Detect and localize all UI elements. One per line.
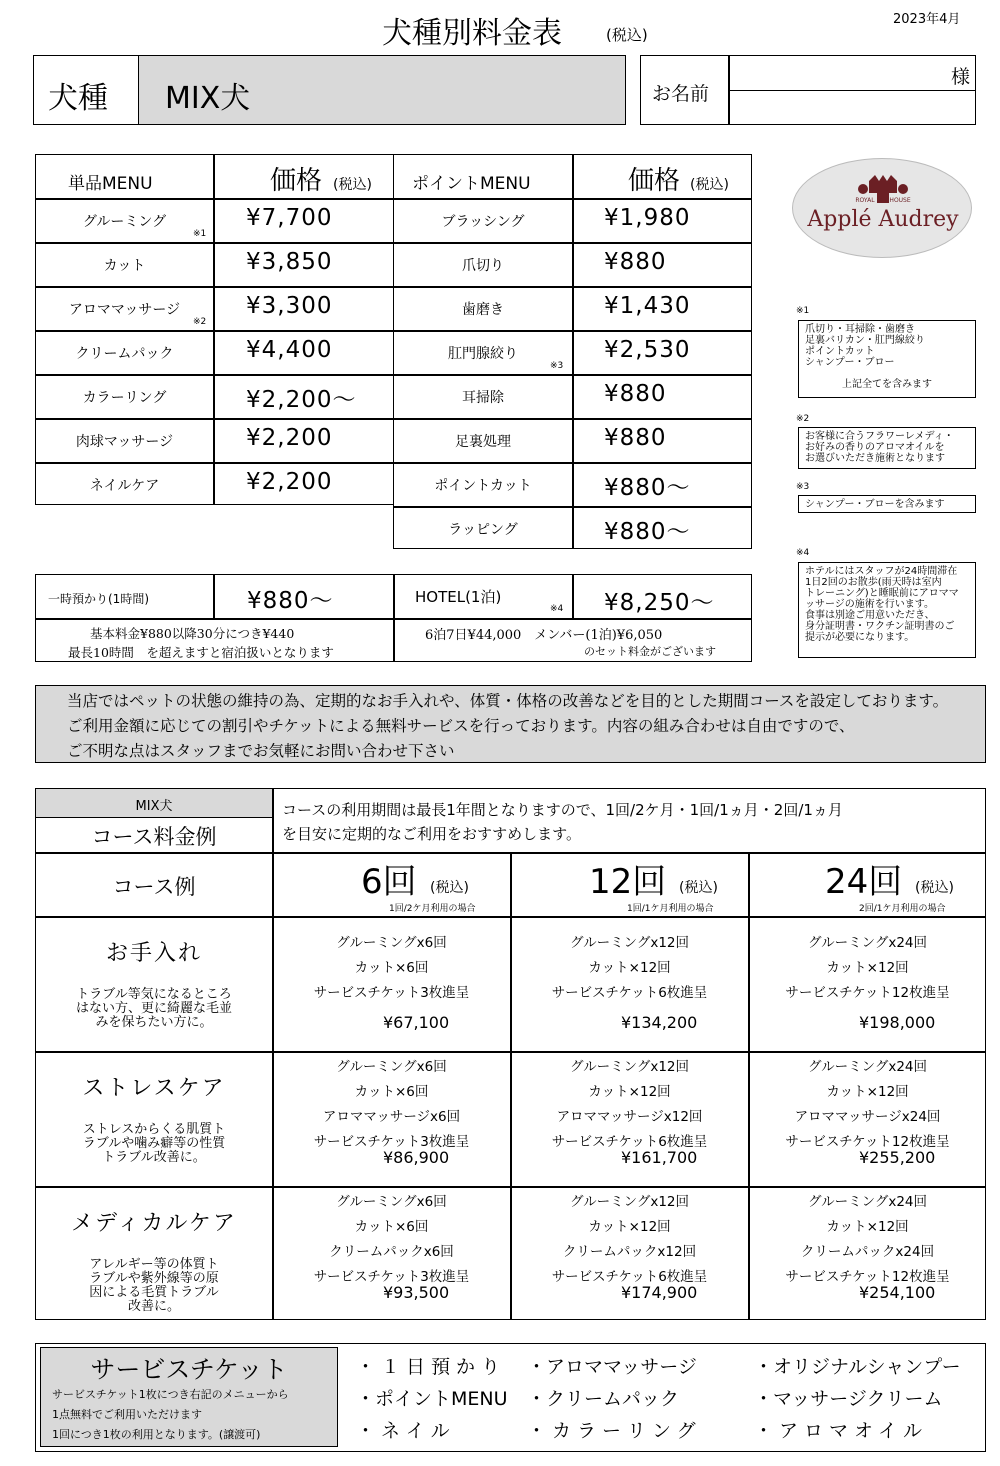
course-row-desc: ラブルや紫外線等の原 [89, 1271, 219, 1286]
course-cell-line: クリームパックx12回 [562, 1244, 697, 1260]
note-box [798, 562, 976, 658]
point-row-line [393, 374, 752, 376]
single-menu-item-price: ¥2,200 [246, 469, 333, 495]
note-line: お選びいただき施術となります [805, 453, 945, 464]
note-mark: ※4 [796, 548, 810, 558]
course-cell-line: カット×6回 [354, 960, 429, 976]
course-row-name: お手入れ [105, 941, 202, 966]
course-cell-line: カット×6回 [354, 1219, 429, 1235]
logo-name: Applé Audrey [807, 207, 959, 232]
ticket-desc-1: サービスチケット1枚につき右記のメニューから [52, 1388, 289, 1401]
course-desc-2: を目安に定期的なご利用をおすすめします。 [282, 825, 581, 843]
course-cell-price: ¥134,200 [621, 1013, 698, 1032]
daycare-line2: 最長10時間 を超えますと宿泊扱いとなります [68, 645, 334, 660]
single-menu-item-label: カラーリング [82, 390, 167, 406]
note-line: ッサージの施術を行います。 [805, 599, 934, 610]
course-count-tax: (税込) [915, 880, 954, 896]
breed-value: MIX犬 [165, 81, 251, 116]
course-count-tax: (税込) [430, 880, 469, 896]
point-menu-header: ポイントMENU [412, 174, 531, 194]
course-cell-line: サービスチケット3枚進呈 [313, 1134, 470, 1150]
hotel-line1: 6泊7日¥44,000 メンバー(1泊)¥6,050 [425, 628, 663, 643]
course-cell-line: サービスチケット3枚進呈 [313, 985, 470, 1001]
course-cell-price: ¥93,500 [383, 1283, 450, 1302]
course-cell-line: カット×12回 [588, 960, 671, 976]
note-line [805, 368, 969, 379]
single-menu-item-price: ¥2,200〜 [246, 387, 357, 413]
point-menu-item-price: ¥880〜 [604, 475, 691, 501]
menu-row-line [35, 418, 394, 420]
course-count: 12回 [589, 862, 667, 902]
note-line: 提示が必要になります。 [805, 632, 915, 643]
daycare-mid [393, 574, 395, 662]
course-cell-price: ¥67,100 [383, 1013, 450, 1032]
course-row-4 [35, 1186, 986, 1188]
point-menu-item-price: ¥880 [604, 249, 667, 275]
course-title: コース料金例 [91, 825, 217, 849]
course-cell-line: グルーミングx12回 [570, 935, 689, 951]
point-menu-item-label: 足裏処理 [455, 434, 511, 450]
course-cell-price: ¥198,000 [859, 1013, 936, 1032]
menu-row-line [35, 462, 394, 464]
breed-label: 犬種 [48, 81, 108, 116]
hotel-note: ※4 [550, 604, 564, 614]
point-menu-item-label: ポイントカット [434, 478, 532, 494]
course-cell-line: サービスチケット12枚進呈 [785, 1134, 950, 1150]
single-menu-item-note: ※1 [193, 229, 207, 239]
name-suffix[interactable]: 様 [951, 66, 971, 88]
daycare-label: 一時預かり(1時間) [48, 592, 149, 606]
course-cell-line: カット×12回 [826, 960, 909, 976]
course-row-name: ストレスケア [82, 1076, 226, 1101]
logo-top: ROYAL PET HOUSE [855, 197, 911, 204]
ticket-desc-2: 1点無料でご利用いただけます [52, 1408, 202, 1421]
course-cell-line: サービスチケット3枚進呈 [313, 1269, 470, 1285]
single-menu-item-note: ※2 [193, 317, 207, 327]
course-cell-line: グルーミングx12回 [570, 1194, 689, 1210]
course-row-desc: はない方、更に綺麗な毛並 [75, 1001, 232, 1016]
daycare-div [213, 574, 215, 618]
ticket-item: ・アロマオイル [754, 1420, 929, 1442]
course-cell-line: カット×12回 [826, 1084, 909, 1100]
single-menu-item-price: ¥3,850 [246, 249, 333, 275]
single-menu-item-price: ¥4,400 [246, 337, 333, 363]
course-row-desc: トラブル改善に。 [102, 1150, 206, 1165]
page-title-tax: (税込) [606, 26, 648, 44]
course-count-sub: 1回/2ケ月利用の場合 [389, 904, 476, 914]
course-row-name: メディカルケア [71, 1211, 237, 1236]
course-row-desc: 改善に。 [127, 1299, 180, 1314]
course-cell-price: ¥174,900 [621, 1283, 698, 1302]
course-desc-1: コースの利用期間は最長1年間となりますので、1回/2ケ月・1回/1ヵ月・2回/1ヵ月 [282, 801, 843, 819]
course-count-tax: (税込) [679, 880, 718, 896]
ticket-title: サービスチケット [90, 1355, 288, 1384]
course-row-3 [35, 1051, 986, 1053]
note-line: 上記全てを含みます [842, 379, 932, 390]
course-cell-price: ¥86,900 [383, 1148, 450, 1167]
course-row-2 [35, 916, 986, 918]
point-menu-item-label: 歯磨き [462, 302, 504, 318]
ticket-item: ・ネイル [356, 1420, 456, 1442]
note-line: 食事は別途ご用意いただき、 [805, 610, 935, 621]
point-row-line [393, 330, 752, 332]
point-menu-item-label: ブラッシング [441, 214, 525, 230]
course-count-sub: 1回/1ケ月利用の場合 [627, 904, 714, 914]
course-row-desc: ストレスからくる肌質ト [82, 1122, 226, 1137]
point-menu-item-label: ラッピング [448, 522, 518, 538]
course-cell-line: グルーミングx24回 [808, 935, 927, 951]
point-menu-item-price: ¥880〜 [604, 519, 691, 545]
hotel-div [572, 574, 574, 618]
point-menu-item-label: 爪切り [462, 258, 504, 274]
course-breed: MIX犬 [135, 799, 173, 814]
note-line: お好みの香りのアロマオイルを [805, 442, 945, 453]
single-menu-item-label: 肉球マッサージ [75, 434, 174, 450]
course-example-label: コース例 [112, 875, 196, 899]
course-cell-line: サービスチケット6枚進呈 [551, 985, 708, 1001]
course-cell-price: ¥161,700 [621, 1148, 698, 1167]
note-line: お客様に合うフラワーレメディ・ [805, 431, 954, 442]
point-menu-item-price: ¥2,530 [604, 337, 691, 363]
note-line: 1日2回のお散歩(雨天時は室内 [805, 577, 942, 588]
menu-row-line [35, 242, 394, 244]
point-menu-item-price: ¥1,430 [604, 293, 691, 319]
single-menu-header: 単品MENU [68, 174, 153, 194]
course-row-desc: アレルギー等の体質ト [89, 1257, 219, 1272]
point-menu-item-price: ¥880 [604, 425, 667, 451]
date-label: 2023年4月 [893, 12, 961, 27]
menu-row-line [35, 374, 394, 376]
course-cell-line: サービスチケット12枚進呈 [785, 1269, 950, 1285]
point-row-line [393, 198, 752, 200]
single-menu-item-label: グルーミング [82, 214, 167, 230]
ticket-item: ・１日預かり [356, 1356, 507, 1378]
course-cell-price: ¥255,200 [859, 1148, 936, 1167]
course-cell-price: ¥254,100 [859, 1283, 936, 1302]
hotel-line2: のセット料金がございます [584, 645, 716, 658]
ticket-item: ・クリームパック [527, 1388, 680, 1410]
note-line: 身分証明書・ワクチン証明書のご [805, 621, 955, 632]
note-mark: ※1 [796, 306, 810, 316]
course-cell-line: アロママッサージx6回 [322, 1109, 461, 1125]
single-price-header: 価格 [270, 166, 323, 196]
menu-row-line [35, 198, 394, 200]
name-line [728, 90, 976, 91]
course-cell-line: グルーミングx24回 [808, 1059, 927, 1075]
note-line: 足裏バリカン・肛門線絞り [805, 335, 925, 346]
daycare-price: ¥880〜 [247, 588, 334, 614]
info-line-2: ご利用金額に応じての割引やチケットによる無料サービスを行っております。内容の組み合わせは自由ですので、 [67, 717, 855, 735]
single-price-tax: (税込) [333, 177, 372, 193]
ticket-item: ・オリジナルシャンプー [754, 1356, 961, 1378]
info-line-1: 当店ではペットの状態の維持の為、定期的なお手入れや、体質・体格の改善などを目的とした期間コースを設定しております。 [67, 692, 949, 710]
note-mark: ※2 [796, 414, 810, 424]
course-cell-line: サービスチケット6枚進呈 [551, 1269, 708, 1285]
course-count-sub: 2回/1ケ月利用の場合 [859, 904, 946, 914]
ticket-desc-3: 1回につき1枚の利用となります。(譲渡可) [52, 1428, 261, 1441]
point-row-line [393, 462, 752, 464]
note-line: ポイントカット [805, 346, 875, 357]
course-row-desc: 因による毛質トラブル [89, 1285, 219, 1300]
ticket-item: ・ポイントMENU [356, 1388, 508, 1410]
course-cell-line: アロママッサージx12回 [556, 1109, 703, 1125]
single-menu-item-label: クリームパック [75, 346, 174, 362]
hotel-price: ¥8,250〜 [604, 590, 715, 616]
info-line-3: ご不明な点はスタッフまでお気軽にお問い合わせ下さい [67, 742, 455, 760]
course-cell-line: カット×6回 [354, 1084, 429, 1100]
single-menu-item-price: ¥3,300 [246, 293, 333, 319]
point-row-line [393, 418, 752, 420]
point-menu-item-label: 耳掃除 [462, 390, 504, 406]
course-cell-line: クリームパックx6回 [329, 1244, 454, 1260]
course-cell-line: カット×12回 [826, 1219, 909, 1235]
course-cell-line: アロママッサージx24回 [794, 1109, 941, 1125]
course-row-desc: トラブル等気になるところ [76, 987, 232, 1002]
point-price-tax: (税込) [690, 177, 729, 193]
single-menu-item-label: アロママッサージ [68, 302, 181, 318]
single-menu-item-price: ¥7,700 [246, 205, 333, 231]
course-count: 24回 [825, 862, 903, 902]
ticket-item: ・カラーリング [527, 1420, 702, 1442]
course-row-desc: ラブルや噛み癖等の性質 [82, 1136, 226, 1151]
course-cell-line: クリームパックx24回 [800, 1244, 935, 1260]
course-cell-line: グルーミングx12回 [570, 1059, 689, 1075]
course-cell-line: グルーミングx6回 [336, 935, 447, 951]
point-price-header: 価格 [628, 166, 681, 196]
note-line: 爪切り・耳掃除・歯磨き [805, 324, 915, 335]
point-menu-item-label: 肛門腺絞り [448, 346, 518, 362]
note-line: ホテルにはスタッフが24時間滞在 [805, 566, 958, 577]
note-box [798, 495, 976, 513]
note-box [798, 320, 976, 398]
logo [792, 158, 972, 258]
page-title: 犬種別料金表 [382, 16, 562, 51]
daycare-line1: 基本料金¥880以降30分につき¥440 [90, 626, 295, 641]
course-cell-line: グルーミングx24回 [808, 1194, 927, 1210]
course-cell-line: グルーミングx6回 [336, 1194, 447, 1210]
point-divider [572, 154, 574, 549]
course-row-desc: みを保ちたい方に。 [95, 1015, 213, 1030]
course-cell-line: サービスチケット12枚進呈 [785, 985, 950, 1001]
name-label: お名前 [652, 83, 710, 105]
point-menu-item-price: ¥1,980 [604, 205, 691, 231]
ticket-item: ・マッサージクリーム [754, 1388, 943, 1410]
single-menu-item-label: ネイルケア [89, 478, 160, 494]
course-cell-line: グルーミングx6回 [336, 1059, 447, 1075]
menu-row-line [35, 330, 394, 332]
note-line: シャンプー・ブロー [805, 357, 895, 368]
single-menu-item-label: カット [103, 258, 146, 274]
point-menu-item-note: ※3 [550, 361, 564, 371]
note-line: トレーニング)と睡眠前にアロママ [805, 588, 959, 599]
single-menu-item-price: ¥2,200 [246, 425, 333, 451]
hotel-label: HOTEL(1泊) [415, 588, 502, 606]
note-box [798, 427, 976, 469]
point-row-line [393, 286, 752, 288]
course-cell-line: カット×12回 [588, 1084, 671, 1100]
note-mark: ※3 [796, 482, 810, 492]
course-count: 6回 [361, 862, 417, 902]
course-cell-line: サービスチケット6枚進呈 [551, 1134, 708, 1150]
point-row-line [393, 242, 752, 244]
ticket-item: ・アロママッサージ [527, 1356, 697, 1378]
course-cell-line: カット×12回 [588, 1219, 671, 1235]
note-line: シャンプー・ブローを含みます [805, 499, 945, 510]
menu-row-line [35, 286, 394, 288]
course-breed-line [35, 817, 273, 818]
point-menu-item-price: ¥880 [604, 381, 667, 407]
point-row-line [393, 506, 752, 508]
